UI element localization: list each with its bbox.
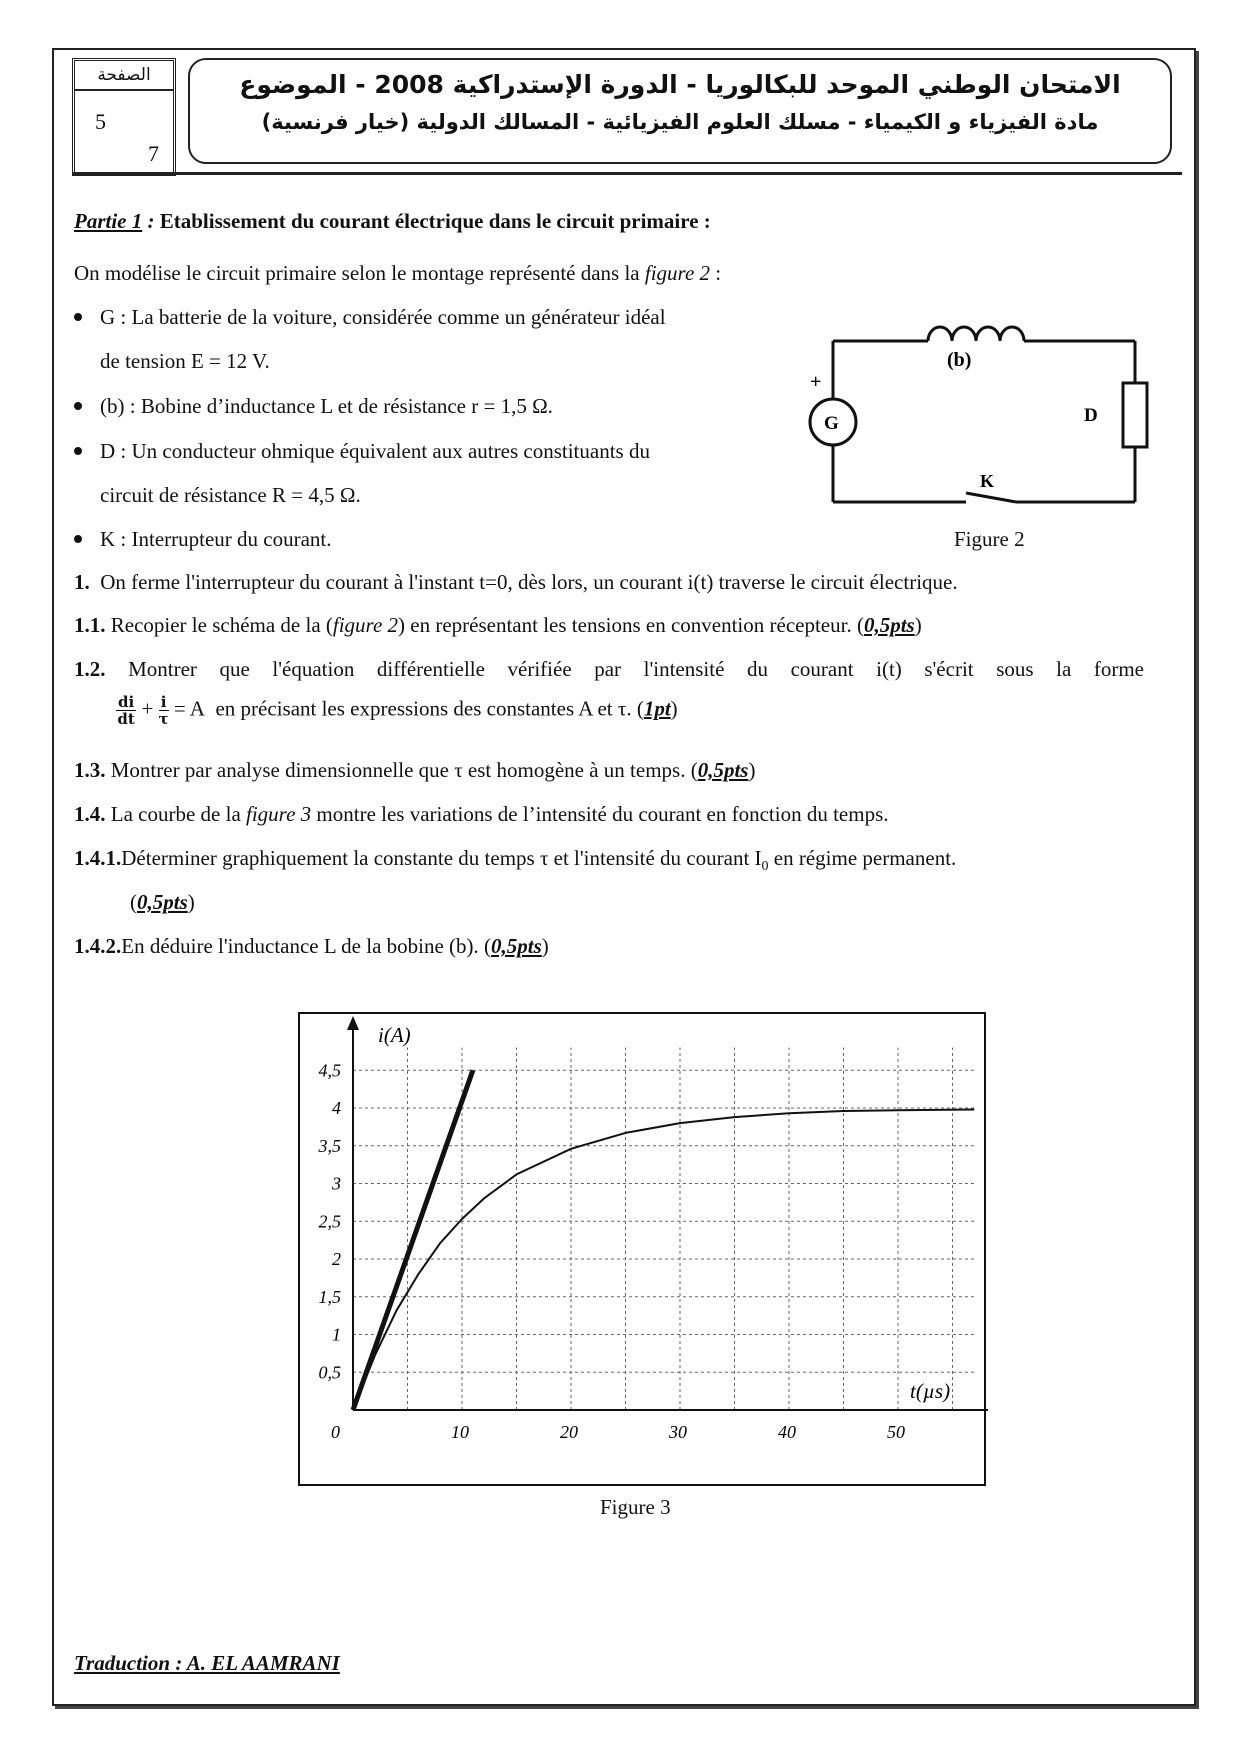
x-tick-label: 10 xyxy=(451,1422,469,1442)
y-tick-label: 3 xyxy=(332,1173,341,1194)
figure2-circuit xyxy=(800,315,1160,515)
exam-title-line2: مادة الفيزياء و الكيمياء - مسلك العلوم الفيزيائية - المسالك الدولية (خيار فرنسية) xyxy=(261,110,1099,134)
page-total: 7 xyxy=(148,141,159,166)
header-divider xyxy=(72,172,1182,175)
switch-label: K xyxy=(980,471,995,491)
y-tick-label: 2,5 xyxy=(318,1211,341,1232)
x-tick-label: 40 xyxy=(778,1422,796,1442)
points-badge: 0,5pts xyxy=(491,934,542,958)
page-label: الصفحة xyxy=(75,61,173,91)
y-tick-label: 0,5 xyxy=(318,1362,341,1383)
generator-label: G xyxy=(824,413,839,434)
points-badge: 0,5pts xyxy=(697,758,749,782)
x-axis-label: t(µs) xyxy=(910,1379,951,1403)
question-1-2-equation: $\frac{di}{dt}$ + $\frac{i}{\tau}$ = A en précisant les expressions des constantes A et τ. (1pt) xyxy=(117,693,678,728)
question-1-4-1: 1.4.1.Déterminer graphiquement la constante du temps τ et l'intensité du courant $I_0$ en régime permanent. xyxy=(74,846,957,875)
x-tick-label: 30 xyxy=(669,1422,687,1442)
coil-symbol xyxy=(928,327,1024,341)
bullet-switch: K : Interrupteur du courant. xyxy=(74,526,332,552)
intro-text: On modélise le circuit primaire selon le montage représenté dans la figure 2 : xyxy=(74,261,722,285)
part1-heading: Partie 1 : Etablissement du courant électrique dans le circuit primaire : xyxy=(74,209,711,233)
figure3-caption: Figure 3 xyxy=(600,1495,671,1519)
y-tick-label: 2 xyxy=(332,1249,341,1269)
fraction-i-tau: $\frac{i}{\tau}$ xyxy=(158,693,169,728)
x-tick-label: 0 xyxy=(331,1422,340,1442)
y-axis-label: i(A) xyxy=(378,1023,411,1047)
page-number: 5 xyxy=(95,109,106,134)
question-1-2: 1.2. Montrer que l'équation différentielle vérifiée par l'intensité du courant i(t) s'écrit sous la forme xyxy=(74,657,1144,681)
coil-label: (b) xyxy=(947,349,972,371)
figure2-caption: Figure 2 xyxy=(954,527,1025,551)
exam-title-box xyxy=(188,58,1172,164)
bullet-resistor: D : Un conducteur ohmique équivalent aux autres constituants du xyxy=(74,438,650,464)
question-1-3: 1.3. Montrer par analyse dimensionnelle que τ est homogène à un temps. (0,5pts) xyxy=(74,758,756,782)
resistor-symbol xyxy=(1123,383,1147,447)
fraction-di-dt: $\frac{di}{dt}$ xyxy=(117,693,135,728)
points-badge: 0,5pts xyxy=(863,613,915,637)
bullet-generator-cont: de tension E = 12 V. xyxy=(100,349,270,373)
page-number-box xyxy=(72,58,176,176)
bullet-icon xyxy=(74,313,82,321)
y-tick-label: 4,5 xyxy=(318,1060,341,1081)
translation-credit: Traduction : A. EL AAMRANI xyxy=(74,1651,340,1675)
y-tick-label: 3,5 xyxy=(318,1135,341,1156)
bullet-icon xyxy=(74,535,82,543)
question-1-4-2: 1.4.2.En déduire l'inductance L de la bobine (b). (0,5pts) xyxy=(74,934,549,958)
question-1: 1. On ferme l'interrupteur du courant à l'instant t=0, dès lors, un courant i(t) traverse le circuit électrique. xyxy=(74,570,958,594)
switch-blade xyxy=(966,493,1016,502)
bullet-generator: G : La batterie de la voiture, considérée comme un générateur idéal xyxy=(74,304,666,330)
y-tick-label: 4 xyxy=(332,1098,341,1118)
bullet-resistor-cont: circuit de résistance R = 4,5 Ω. xyxy=(100,483,361,507)
y-tick-label: 1 xyxy=(332,1324,341,1345)
x-tick-label: 20 xyxy=(560,1422,578,1442)
points-badge: 0,5pts xyxy=(137,890,188,914)
points-badge: 1pt xyxy=(643,696,671,721)
plus-sign: + xyxy=(810,371,822,393)
bullet-coil: (b) : Bobine d’inductance L et de résistance r = 1,5 Ω. xyxy=(74,393,553,419)
figure3-chart xyxy=(298,1012,988,1488)
question-1-4-1-points: (0,5pts) xyxy=(130,890,195,914)
chart-frame xyxy=(299,1013,985,1485)
question-1-1: 1.1. Recopier le schéma de la (figure 2) en représentant les tensions en convention récepteur. (0,5pts) xyxy=(74,613,922,637)
part1-label: Partie 1 xyxy=(74,209,143,233)
question-1-4: 1.4. La courbe de la figure 3 montre les variations de l’intensité du courant en fonction du temps. xyxy=(74,802,889,826)
bullet-icon xyxy=(74,447,82,455)
bullet-icon xyxy=(74,402,82,410)
y-tick-label: 1,5 xyxy=(318,1286,341,1307)
resistor-label: D xyxy=(1084,405,1098,426)
exam-title-line1: الامتحان الوطني الموحد للبكالوريا - الدورة الإستدراكية 2008 - الموضوع xyxy=(239,70,1121,99)
part1-title: Etablissement du courant électrique dans le circuit primaire : xyxy=(159,209,711,233)
x-tick-label: 50 xyxy=(887,1422,905,1442)
